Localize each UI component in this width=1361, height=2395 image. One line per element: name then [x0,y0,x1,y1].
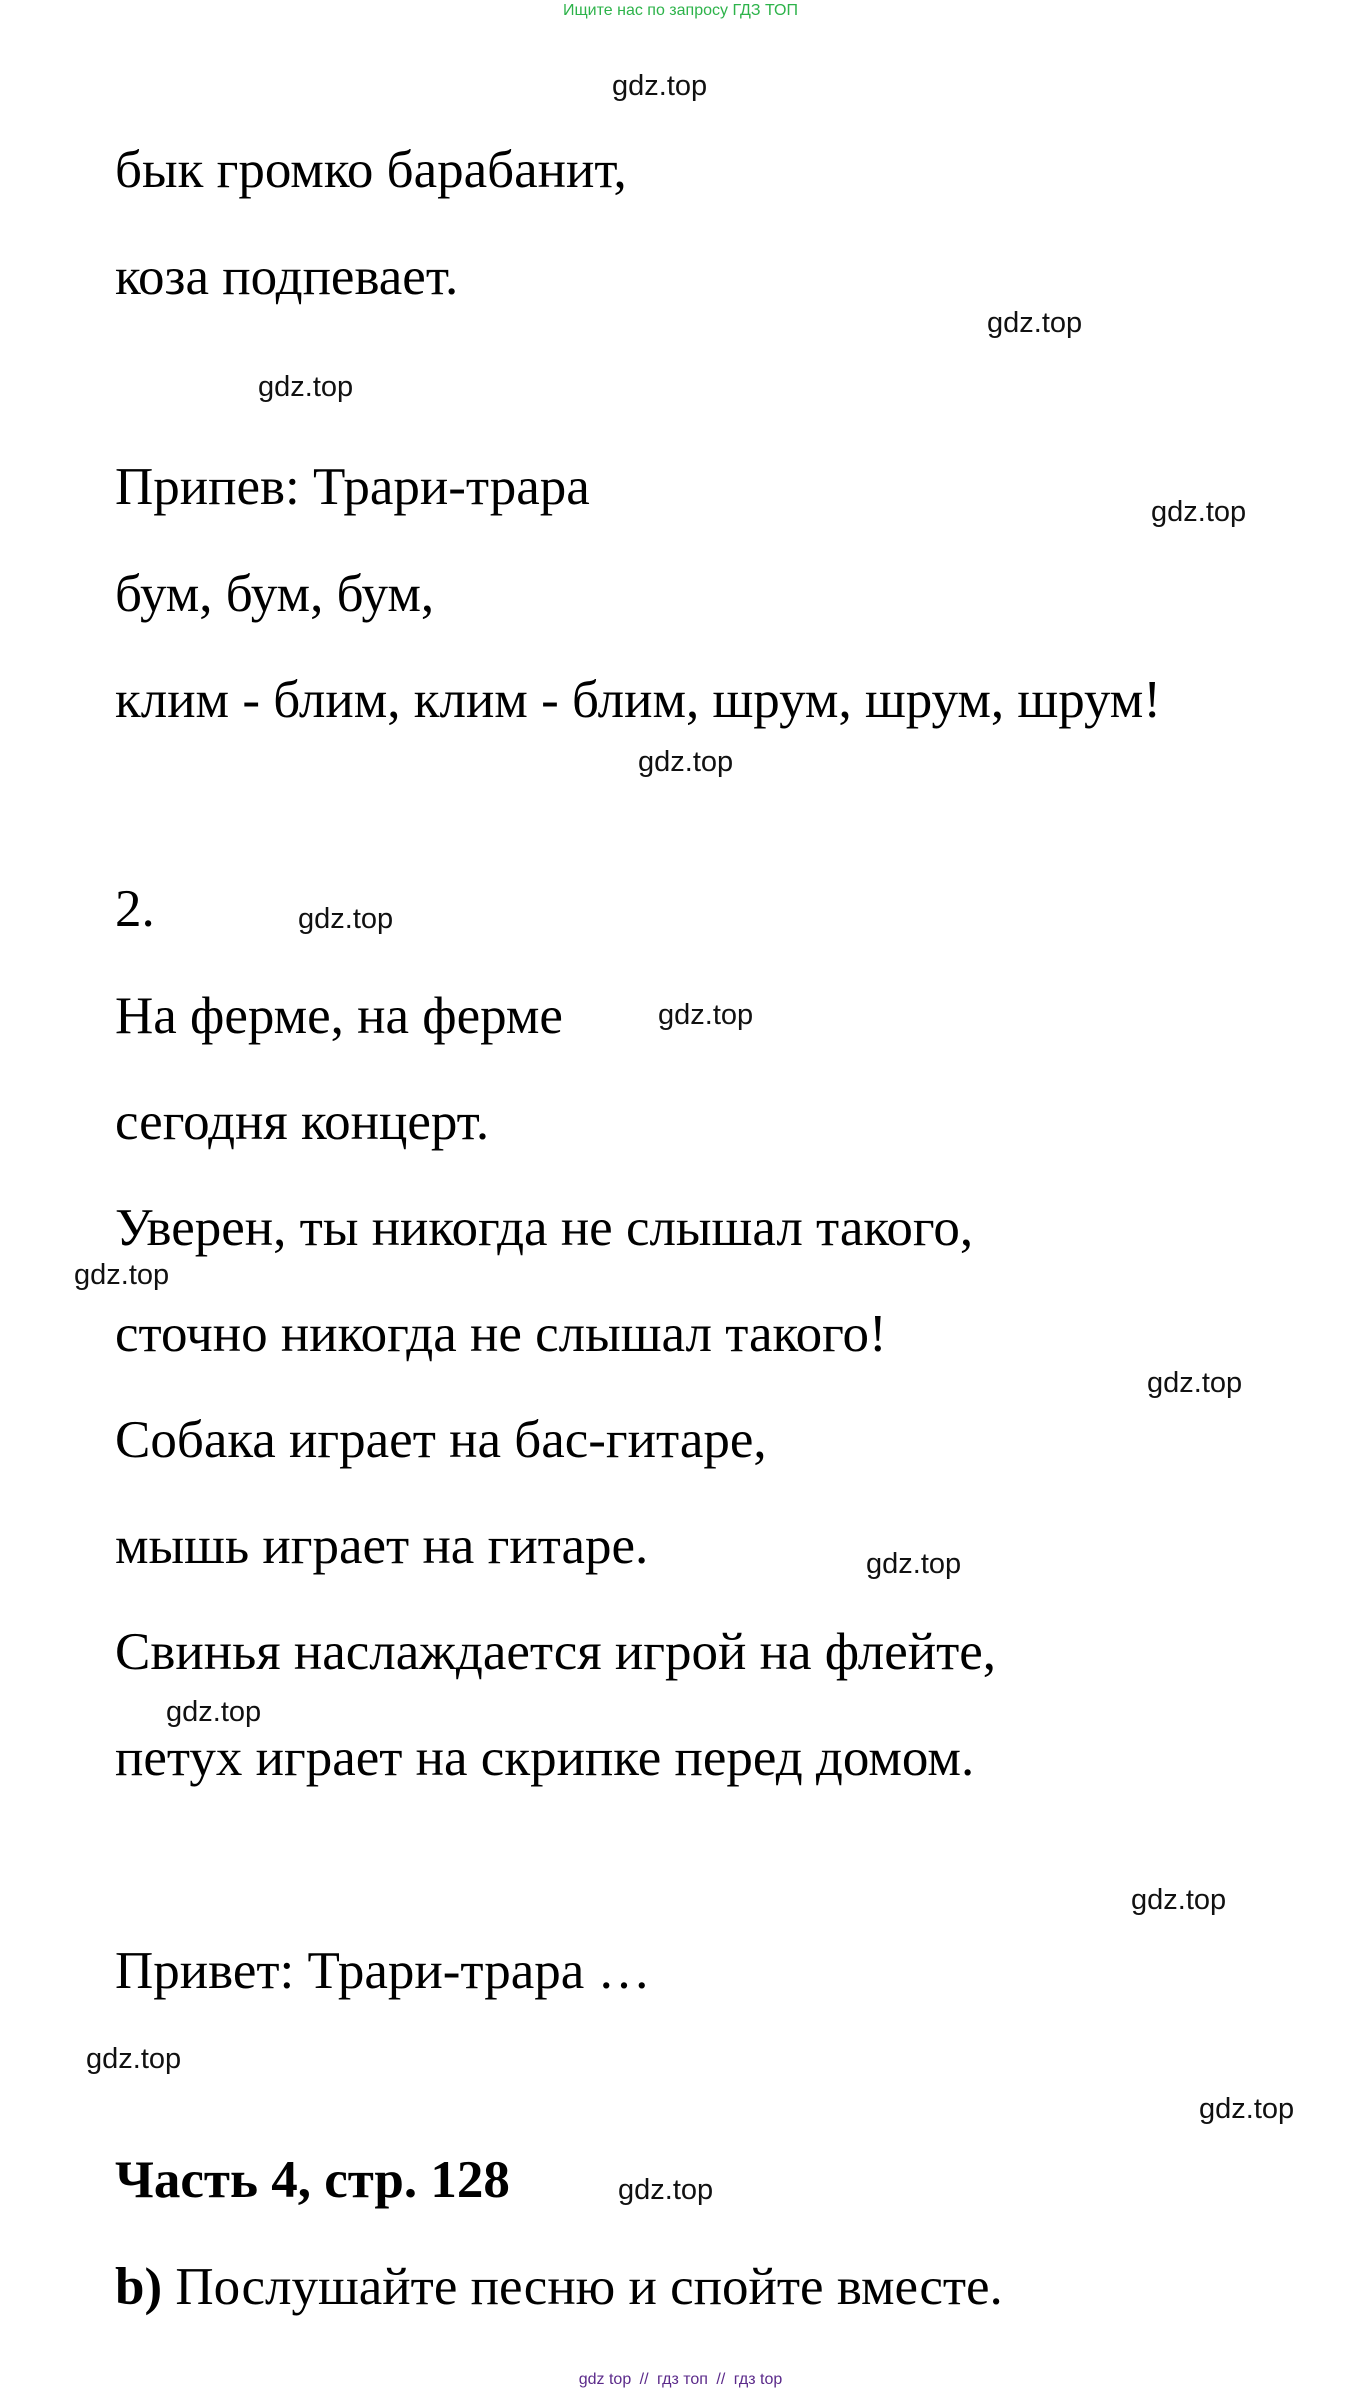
watermark: gdz.top [258,371,354,403]
lyric-line: коза подпевает. [115,248,459,306]
watermark: gdz.top [1131,1884,1227,1916]
footer-separator: // [639,2371,649,2388]
lyric-line: бык громко барабанит, [115,141,627,199]
watermark: gdz.top [658,999,754,1031]
lyric-line: петух играет на скрипке перед домом. [115,1729,975,1787]
lyric-line: сегодня концерт. [115,1093,490,1151]
footer-separator: // [716,2371,726,2388]
footer-link[interactable]: gdz top [578,2371,632,2388]
chorus-line: Привет: Трари-трара … [115,1942,651,2000]
chorus-line: Припев: Трари-трара [115,458,590,516]
task-instruction [115,2255,1003,2319]
watermark: gdz.top [618,2174,714,2206]
watermark: gdz.top [1199,2093,1295,2125]
task-label: b) [115,2258,163,2316]
watermark: gdz.top [612,70,708,102]
chorus-line: бум, бум, бум, [115,565,435,623]
lyric-line: Свинья наслаждается игрой на флейте, [115,1623,997,1681]
chorus-line: клим - блим, клим - блим, шрум, шрум, шрум! [115,671,1161,729]
lyric-line: Уверен, ты никогда не слышал такого, [115,1199,974,1257]
verse-number: 2. [115,880,155,938]
top-banner: Ищите нас по запросу ГДЗ ТОП [563,2,798,19]
lyric-line: На ферме, на ферме [115,987,563,1045]
footer-link[interactable]: гдз top [733,2371,783,2388]
watermark: gdz.top [638,746,734,778]
lyric-line: мышь играет на гитаре. [115,1517,649,1575]
watermark: gdz.top [1147,1367,1243,1399]
watermark: gdz.top [166,1696,262,1728]
watermark: gdz.top [866,1548,962,1580]
lyric-line: Собака играет на бас-гитаре, [115,1411,767,1469]
watermark: gdz.top [298,903,394,935]
footer-links [0,2369,1361,2391]
watermark: gdz.top [1151,496,1247,528]
lyric-line: сточно никогда не слышал такого! [115,1305,887,1363]
watermark: gdz.top [987,307,1083,339]
task-text: Послушайте песню и спойте вместе. [162,2258,1003,2316]
watermark: gdz.top [86,2043,182,2075]
footer-link[interactable]: гдз топ [657,2371,708,2388]
watermark: gdz.top [74,1259,170,1291]
section-heading: Часть 4, стр. 128 [115,2151,510,2209]
